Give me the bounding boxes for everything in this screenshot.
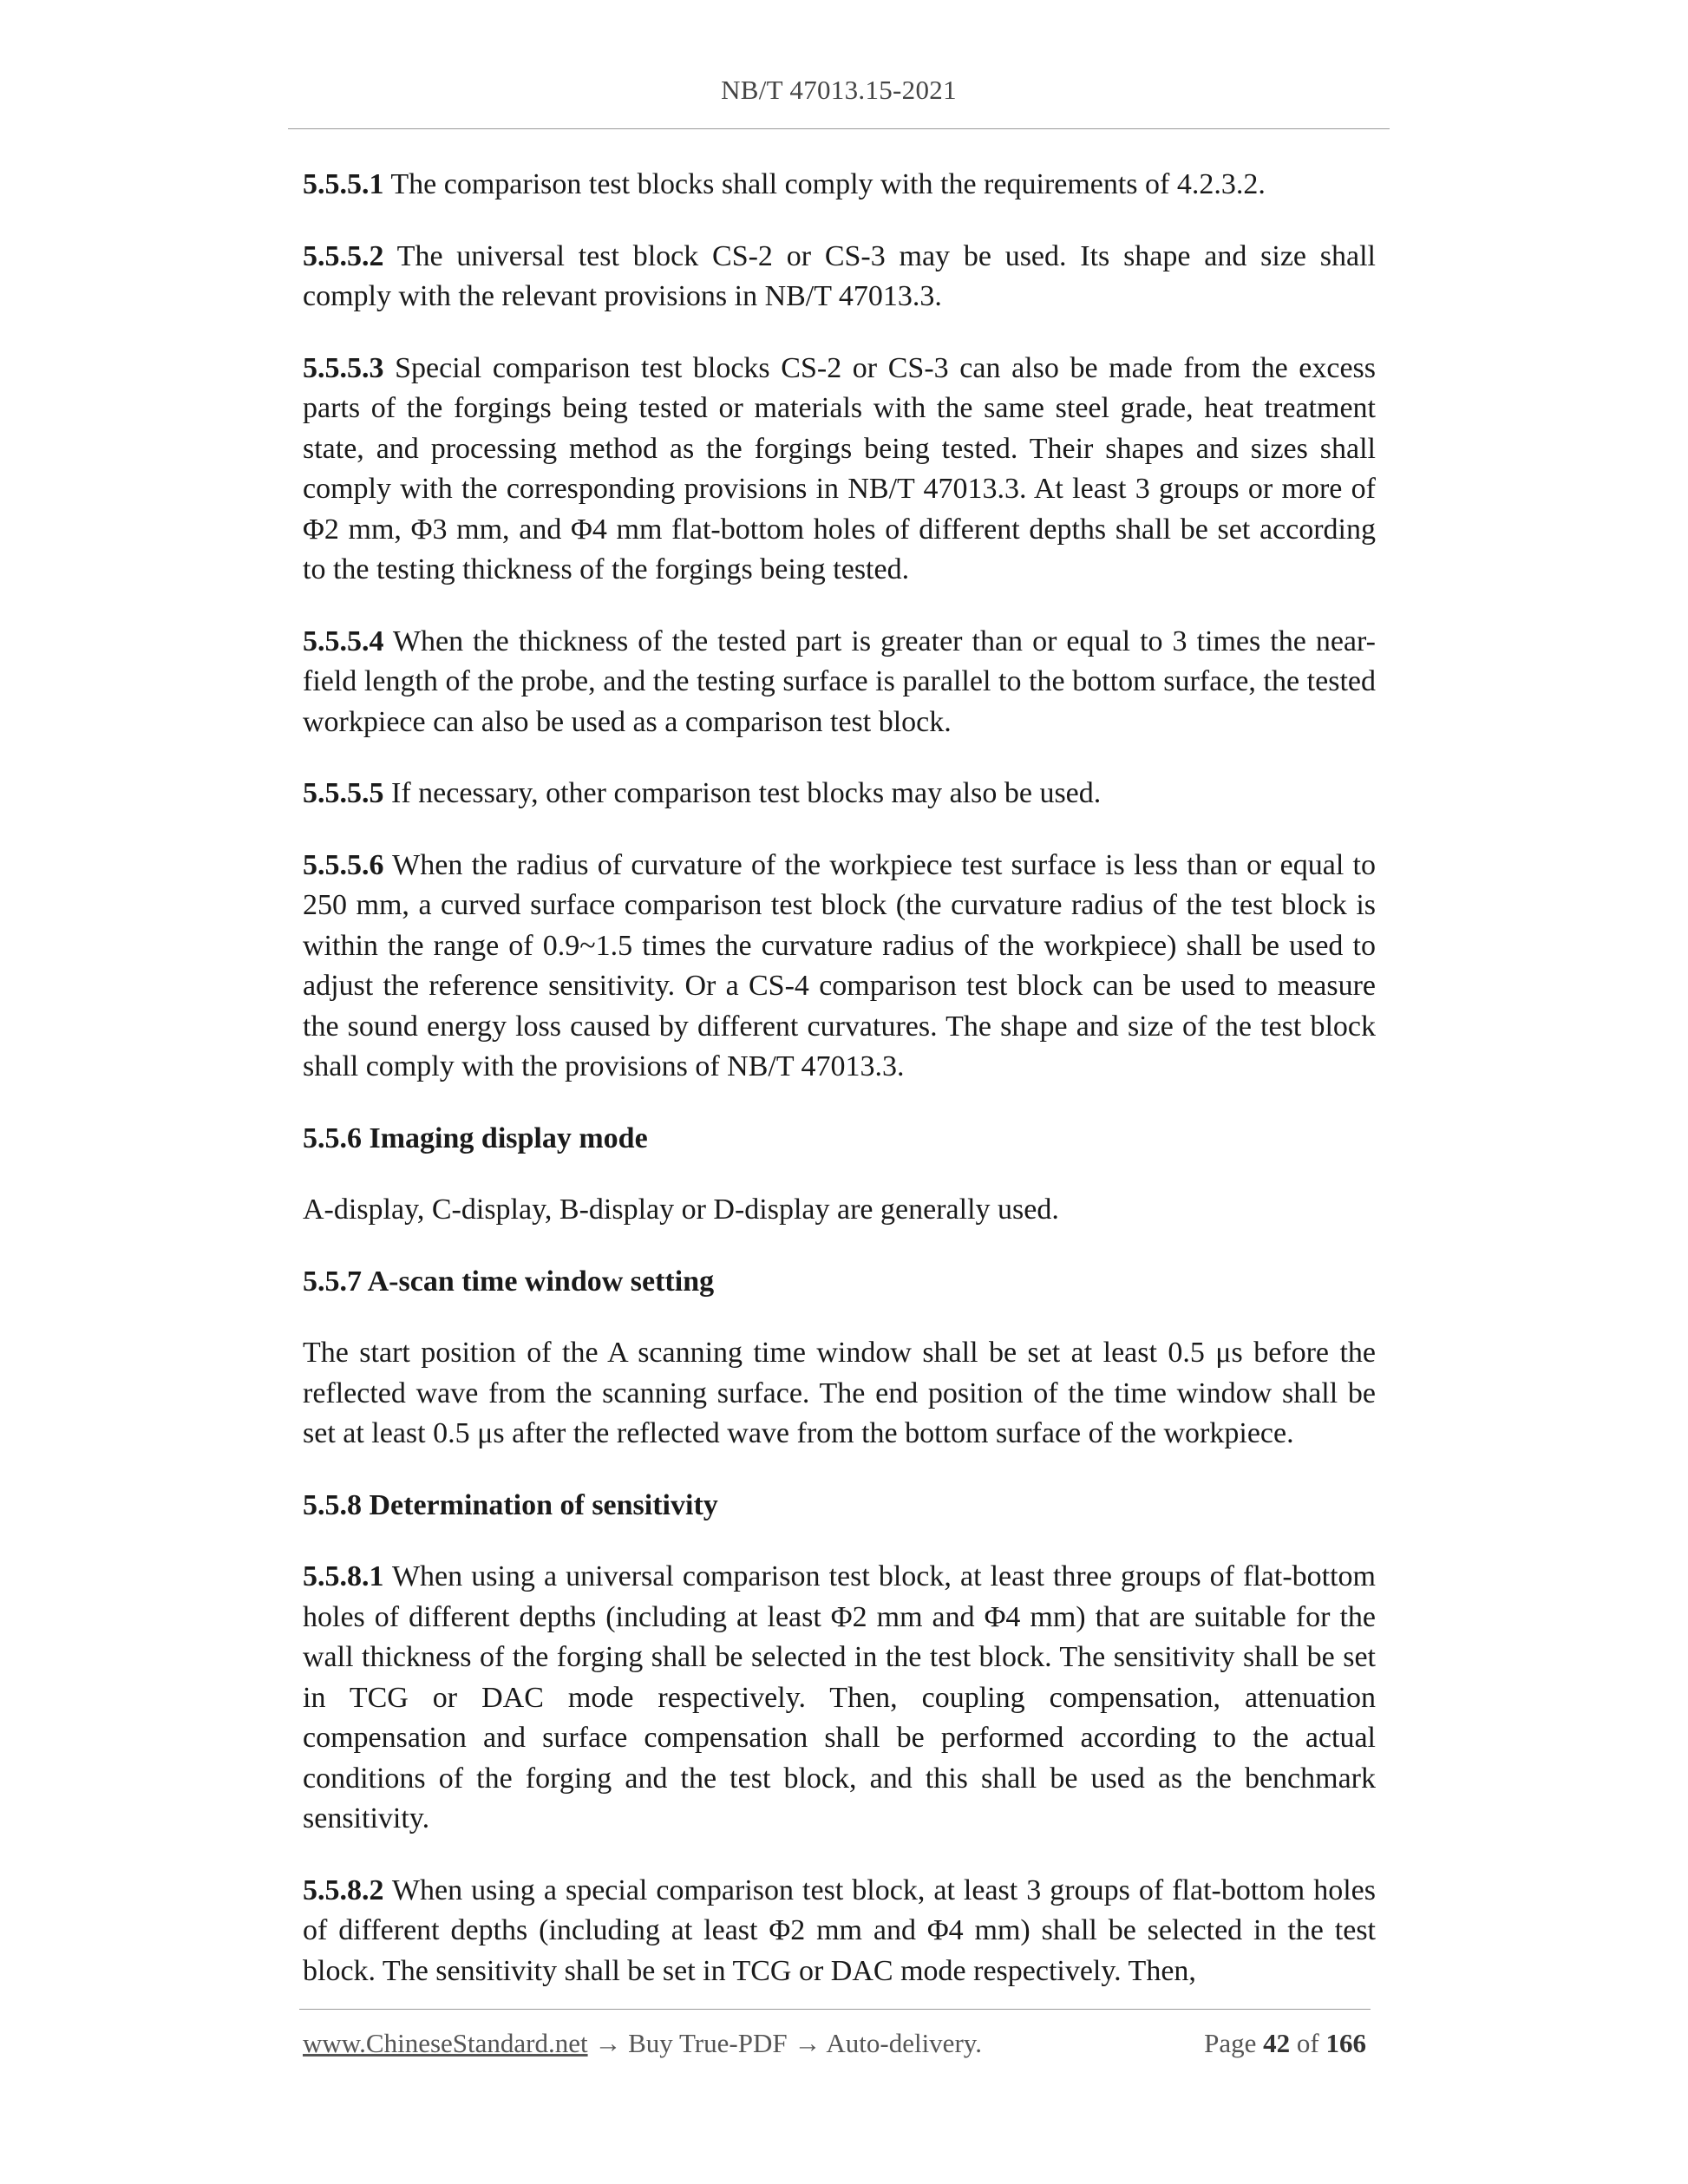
clause-text: When using a special comparison test block, at least 3 groups of flat-bottom holes of different depths (including at least Φ2 mm and Φ4 mm) shall be selected in the test block. The sensitivity shall be set in TCG or DAC mode respectively. Then, <box>303 1873 1376 1987</box>
page-word: Page <box>1204 2028 1257 2058</box>
clause-5-5-5-6 <box>303 846 1376 1088</box>
clause-number: 5.5.5.2 <box>303 239 384 272</box>
clause-text: When using a universal comparison test block, at least three groups of flat-bottom holes of different depths (including at least Φ2 mm and Φ4 mm) that are suitable for the wall thickness of the forging shall be selected in the test block. The sensitivity shall be set in TCG or DAC mode respectively. Then, coupling compensation, attenuation compensation and surface compensation shall be performed according to the actual conditions of the forging and the test block, and this shall be used as the benchmark sensitivity. <box>303 1560 1376 1834</box>
page-footer <box>303 2028 1366 2066</box>
clause-text: When the thickness of the tested part is greater than or equal to 3 times the near-field length of the probe, and the testing surface is parallel to the bottom surface, the tested workpiece can also be used as a comparison test block. <box>303 624 1376 738</box>
clause-5-5-5-2 <box>303 237 1376 317</box>
clause-5-5-5-1 <box>303 165 1376 206</box>
of-word: of <box>1296 2028 1319 2058</box>
paragraph-time-window: The start position of the A scanning time window shall be set at least 0.5 μs before the reflected wave from the scanning surface. The end position of the time window shall be set at least 0.5 μs after the reflected wave from the bottom surface of the workpiece. <box>303 1337 1376 1449</box>
header-divider <box>288 128 1390 129</box>
document-body <box>303 165 1376 2023</box>
promo-text: → Buy True-PDF → Auto-delivery. <box>594 2028 982 2058</box>
page-counter <box>1204 2028 1366 2059</box>
clause-5-5-5-4 <box>303 622 1376 743</box>
clause-number: 5.5.5.3 <box>303 351 384 384</box>
clause-5-5-5-3 <box>303 349 1376 591</box>
clause-number: 5.5.5.1 <box>303 168 384 200</box>
clause-5-5-5-5 <box>303 774 1376 814</box>
clause-5-5-8-2 <box>303 1871 1376 1992</box>
clause-number: 5.5.8.2 <box>303 1873 384 1906</box>
clause-number: 5.5.5.4 <box>303 624 384 657</box>
paragraph-imaging-display: A-display, C-display, B-display or D-display are generally used. <box>303 1193 1059 1226</box>
clause-number: 5.5.5.5 <box>303 777 384 809</box>
clause-number: 5.5.8.1 <box>303 1560 384 1592</box>
clause-text: The comparison test blocks shall comply with the requirements of 4.2.3.2. <box>390 168 1266 200</box>
footer-promo <box>303 2028 982 2059</box>
section-heading-5-5-8: 5.5.8 Determination of sensitivity <box>303 1488 718 1521</box>
page-total: 166 <box>1325 2028 1366 2058</box>
section-heading-5-5-7: 5.5.7 A-scan time window setting <box>303 1265 715 1298</box>
website-link[interactable]: www.ChineseStandard.net <box>303 2028 588 2058</box>
section-heading-5-5-6: 5.5.6 Imaging display mode <box>303 1121 648 1154</box>
clause-text: Special comparison test blocks CS-2 or CS-3 can also be made from the excess parts of the forgings being tested or materials with the same steel grade, heat treatment state, and processing method as the forgings being tested. Their shapes and sizes shall comply with the corresponding provisions in NB/T 47013.3. At least 3 groups or more of Φ2 mm, Φ3 mm, and Φ4 mm flat-bottom holes of different depths shall be set according to the testing thickness of the forgings being tested. <box>303 351 1377 585</box>
clause-text: When the radius of curvature of the workpiece test surface is less than or equal to 250 mm, a curved surface comparison test block (the curvature radius of the test block is within the range of 0.9~1.5 times the curvature radius of the workpiece) shall be used to adjust the reference sensitivity. Or a CS-4 comparison test block can be used to measure the sound energy loss caused by different curvatures. The shape and size of the test block shall comply with the provisions of NB/T 47013.3. <box>303 848 1376 1082</box>
clause-text: If necessary, other comparison test blocks may also be used. <box>391 777 1102 809</box>
footer-divider <box>299 2009 1371 2010</box>
clause-5-5-8-1 <box>303 1557 1376 1840</box>
clause-number: 5.5.5.6 <box>303 848 384 881</box>
page-header: NB/T 47013.15-2021 <box>721 75 957 105</box>
clause-text: The universal test block CS-2 or CS-3 may be used. Its shape and size shall comply with the relevant provisions in NB/T 47013.3. <box>303 239 1376 312</box>
page-number: 42 <box>1263 2028 1291 2058</box>
